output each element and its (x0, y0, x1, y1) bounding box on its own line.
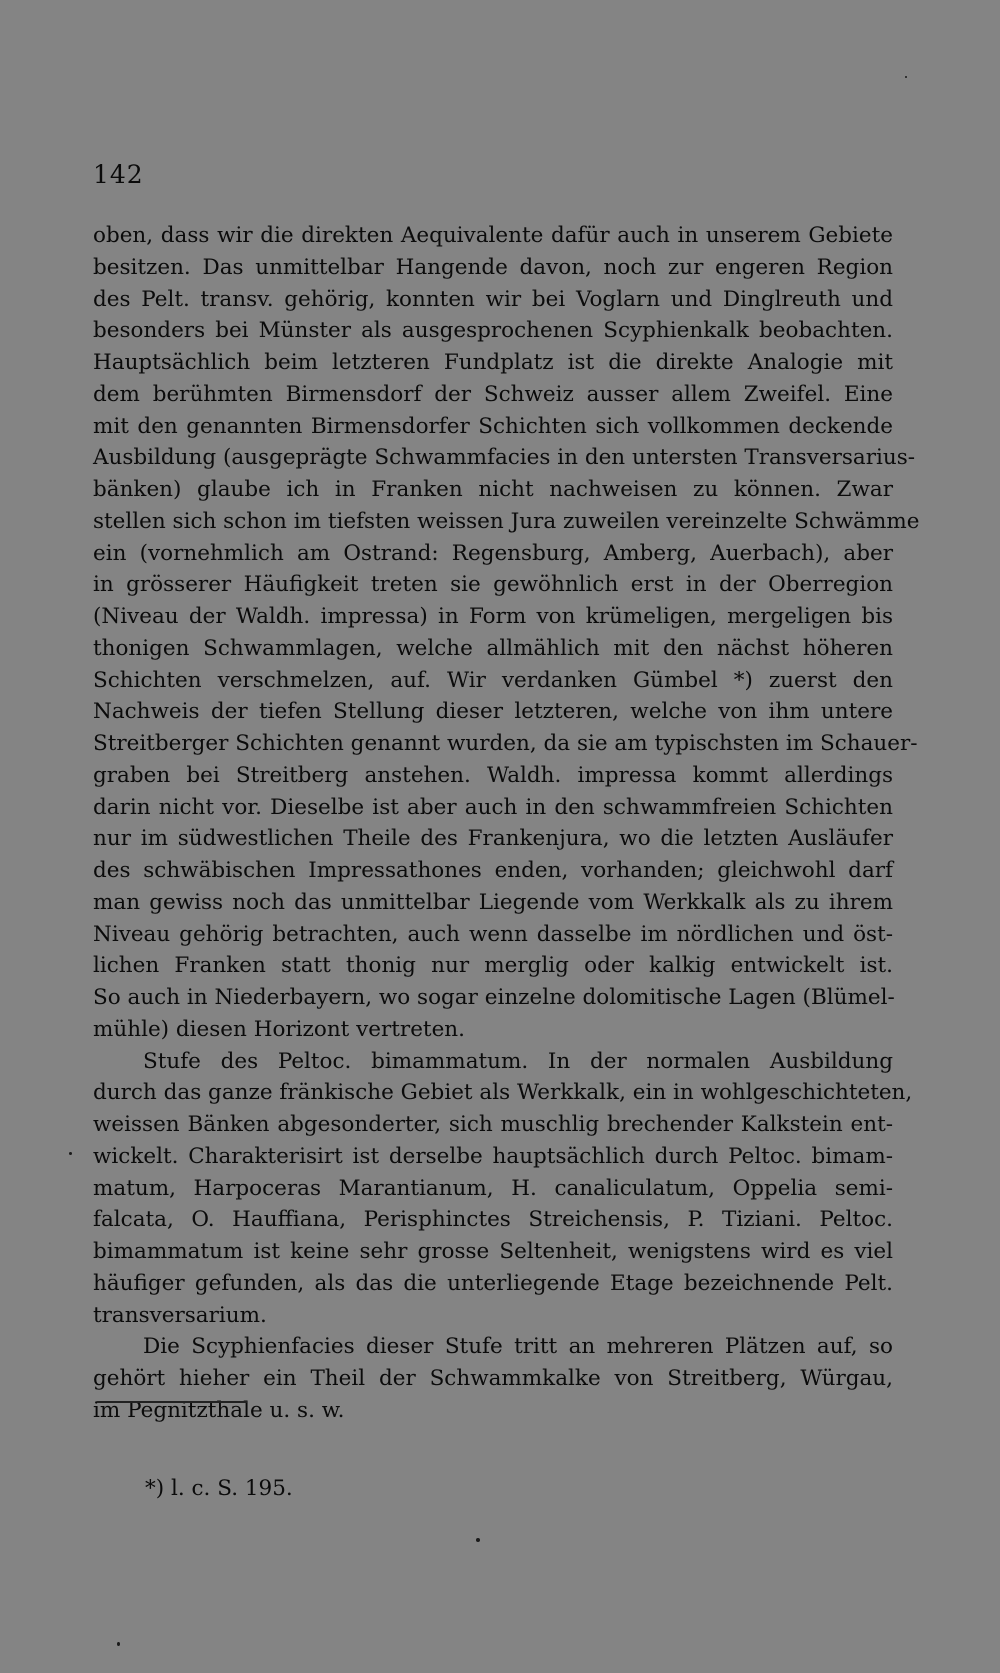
paragraph-3 (93, 1331, 893, 1426)
text-line: häufiger gefunden, als das die unterliegende Etage bezeichnende Pelt. (93, 1270, 893, 1296)
text-line: nur im südwestlichen Theile des Frankenjura, wo die letzten Ausläufer (93, 826, 893, 852)
text-line: des schwäbischen Impressathones enden, vorhanden; gleichwohl darf (93, 858, 893, 883)
text-line: bimammatum ist keine sehr grosse Seltenheit, wenigstens wird es viel (93, 1239, 893, 1264)
text-line: des Pelt. transv. gehörig, konnten wir bei Voglarn und Dinglreuth und (93, 286, 893, 312)
text-line: Die Scyphienfacies dieser Stufe tritt an mehreren Plätzen auf, so (143, 1334, 893, 1360)
text-line: graben bei Streitberg anstehen. Waldh. impressa kommt allerdings (93, 762, 893, 788)
body-text (93, 220, 920, 1427)
text-line: Streitberger Schichten genannt wurden, da sie am typischsten im Schauer- (93, 731, 918, 756)
text-line: im Pegnitzthale u. s. w. (93, 1397, 345, 1423)
text-line: dem berühmten Birmensdorf der Schweiz ausser allem Zweifel. Eine (93, 381, 893, 407)
text-line: Nachweis der tiefen Stellung dieser letzteren, welche von ihm untere (93, 699, 893, 725)
text-line: ein (vornehmlich am Ostrand: Regensburg, Amberg, Auerbach), aber (93, 540, 893, 566)
text-line: mit den genannten Birmensdorfer Schichten sich vollkommen deckende (93, 413, 893, 439)
paragraph-2 (93, 1046, 913, 1332)
text-line: Hauptsächlich beim letzteren Fundplatz ist die direkte Analogie mit (93, 350, 893, 375)
text-line: stellen sich schon im tiefsten weissen Jura zuweilen vereinzelte Schwämme (93, 508, 920, 534)
paragraph-1 (93, 220, 920, 1046)
text-line: durch das ganze fränkische Gebiet als Werkkalk, ein in wohlgeschichteten, (93, 1080, 913, 1106)
footnote-divider (97, 1401, 247, 1403)
text-line: (Niveau der Waldh. impressa) in Form von krümeligen, mergeligen bis (93, 604, 893, 629)
text-line: Ausbildung (ausgeprägte Schwammfacies in den untersten Transversarius- (93, 445, 916, 471)
text-line: darin nicht vor. Dieselbe ist aber auch in den schwammfreien Schichten (93, 794, 893, 820)
scan-speck (476, 1538, 480, 1542)
section-heading-line: Stufe des Peltoc. bimammatum. In der normalen Ausbildung (143, 1048, 893, 1074)
text-line: matum, Harpoceras Marantianum, H. canaliculatum, Oppelia semi- (93, 1175, 893, 1201)
text-line: wickelt. Charakterisirt ist derselbe hauptsächlich durch Peltoc. bimam- (93, 1143, 893, 1169)
text-line: falcata, O. Hauffiana, Perisphinctes Streichensis, P. Tiziani. Peltoc. (93, 1207, 893, 1233)
text-line: gehört hieher ein Theil der Schwammkalke von Streitberg, Würgau, (93, 1366, 893, 1391)
text-line: lichen Franken statt thonig nur merglig oder kalkig entwickelt ist. (93, 953, 893, 979)
scan-speck (117, 1642, 120, 1646)
text-line: mühle) diesen Horizont vertreten. (93, 1016, 465, 1042)
text-line: man gewiss noch das unmittelbar Liegende vom Werkkalk als zu ihrem (93, 889, 893, 915)
text-line: besitzen. Das unmittelbar Hangende davon, noch zur engeren Region (93, 254, 893, 280)
text-line: thonigen Schwammlagen, welche allmählich mit den nächst höheren (93, 635, 893, 661)
text-line: oben, dass wir die direkten Aequivalente dafür auch in unserem Gebiete (93, 223, 893, 248)
scan-speck (905, 76, 907, 78)
text-line: bänken) glaube ich in Franken nicht nachweisen zu können. Zwar (93, 477, 893, 502)
text-line: transversarium. (93, 1302, 267, 1328)
text-line: So auch in Niederbayern, wo sogar einzelne dolomitische Lagen (Blümel- (93, 985, 895, 1010)
text-line: in grösserer Häufigkeit treten sie gewöhnlich erst in der Oberregion (93, 572, 893, 598)
scan-speck (69, 1152, 72, 1155)
text-line: Niveau gehörig betrachten, auch wenn dasselbe im nördlichen und öst- (93, 921, 893, 947)
text-line: besonders bei Münster als ausgesprochenen Scyphienkalk beobachten. (93, 318, 893, 344)
text-line: Schichten verschmelzen, auf. Wir verdanken Gümbel *) zuerst den (93, 667, 893, 693)
text-line: weissen Bänken abgesonderter, sich muschlig brechender Kalkstein ent- (93, 1112, 893, 1137)
footnote: *) l. c. S. 195. (145, 1476, 293, 1501)
page-number: 142 (93, 160, 144, 189)
